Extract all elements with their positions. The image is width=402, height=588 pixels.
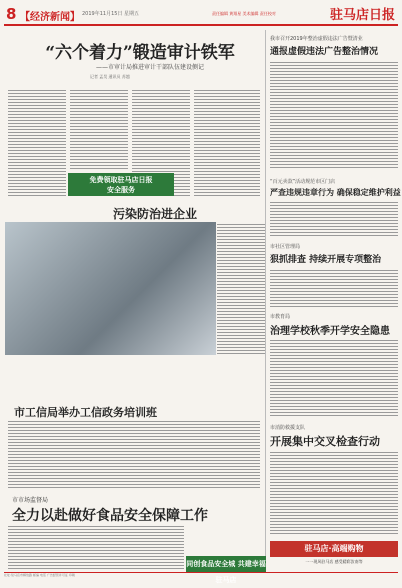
right-article2-body <box>270 200 398 236</box>
issue-date: 2019年11月15日 星期五 <box>82 11 140 17</box>
article-food-body <box>8 524 184 570</box>
promo-line1: 免费领取驻马店日报 <box>89 176 153 184</box>
masthead <box>0 0 402 26</box>
right-head2: 严查违规违章行为 确保稳定维护利益 <box>270 187 401 197</box>
right-head3-kicker: 市社区管理局 <box>270 244 301 250</box>
page-footer: 社址:驻马店市解放路 邮编 电话 广告经营许可证 印刷 <box>4 572 398 581</box>
right-article5-body <box>270 450 398 536</box>
article-tax-body <box>8 419 260 489</box>
promo-line2: 安全服务 <box>107 186 135 194</box>
shopping-ad-sub: 一一现风驻马店 感受精彩汝南等 <box>305 559 363 564</box>
editor-tags: 责任编辑 黄翔星 美术编辑 责任校对 <box>212 11 276 16</box>
article-tax-title: 市工信局举办工信政务培训班 <box>14 406 157 419</box>
right-head5: 开展集中交叉检查行动 <box>270 435 380 448</box>
news-photo <box>5 222 216 355</box>
main-article-body-col2 <box>70 88 128 170</box>
promo-banner <box>68 173 174 196</box>
right-head4-kicker: 市教育局 <box>270 314 291 320</box>
section-title: 【经济新闻】 <box>20 12 80 23</box>
food-safety-banner: 同创食品安全城 共建幸福驻马店 <box>186 556 266 572</box>
newspaper-logo: 驻马店日报 <box>330 8 396 23</box>
right-head4: 治理学校秋季开学安全隐患 <box>270 326 390 337</box>
main-article-body-col4 <box>194 88 260 198</box>
shopping-ad-banner: 驻马店·高端购物 <box>270 541 398 557</box>
right-head5-kicker: 市消防救援支队 <box>270 425 306 431</box>
photo-feature-title: 污染防治进企业 <box>113 207 198 221</box>
right-head3: 狠抓排查 持续开展专项整治 <box>270 255 382 265</box>
right-head1: 通报虚假违法广告整治情况 <box>270 47 379 57</box>
right-article1-body <box>270 60 398 170</box>
right-article3-body <box>270 268 398 308</box>
page-number: 8 <box>6 5 17 23</box>
article-food-title: 全力以赴做好食品安全保障工作 <box>12 508 208 524</box>
photo-caption <box>217 222 265 355</box>
right-head2-kicker: “百元卖款”活动规范市区门店 <box>270 179 336 185</box>
article-food-kicker: 市市场监督局 <box>12 497 49 504</box>
main-article-subtitle: ——市审计局推进审计干部队伍建设侧记 <box>95 64 204 71</box>
masthead-rule <box>4 24 398 26</box>
column-divider <box>265 30 266 570</box>
right-head1-kicker: 我市召开2019年整治虚假违法广告暨清业 <box>270 36 363 42</box>
main-article-body-col1 <box>8 88 66 198</box>
main-article-title: “六个着力”锻造审计铁军 <box>45 43 235 63</box>
right-article4-body <box>270 338 398 418</box>
main-article-byline: 记者 孟昊 通讯员 苏越 <box>90 74 130 79</box>
